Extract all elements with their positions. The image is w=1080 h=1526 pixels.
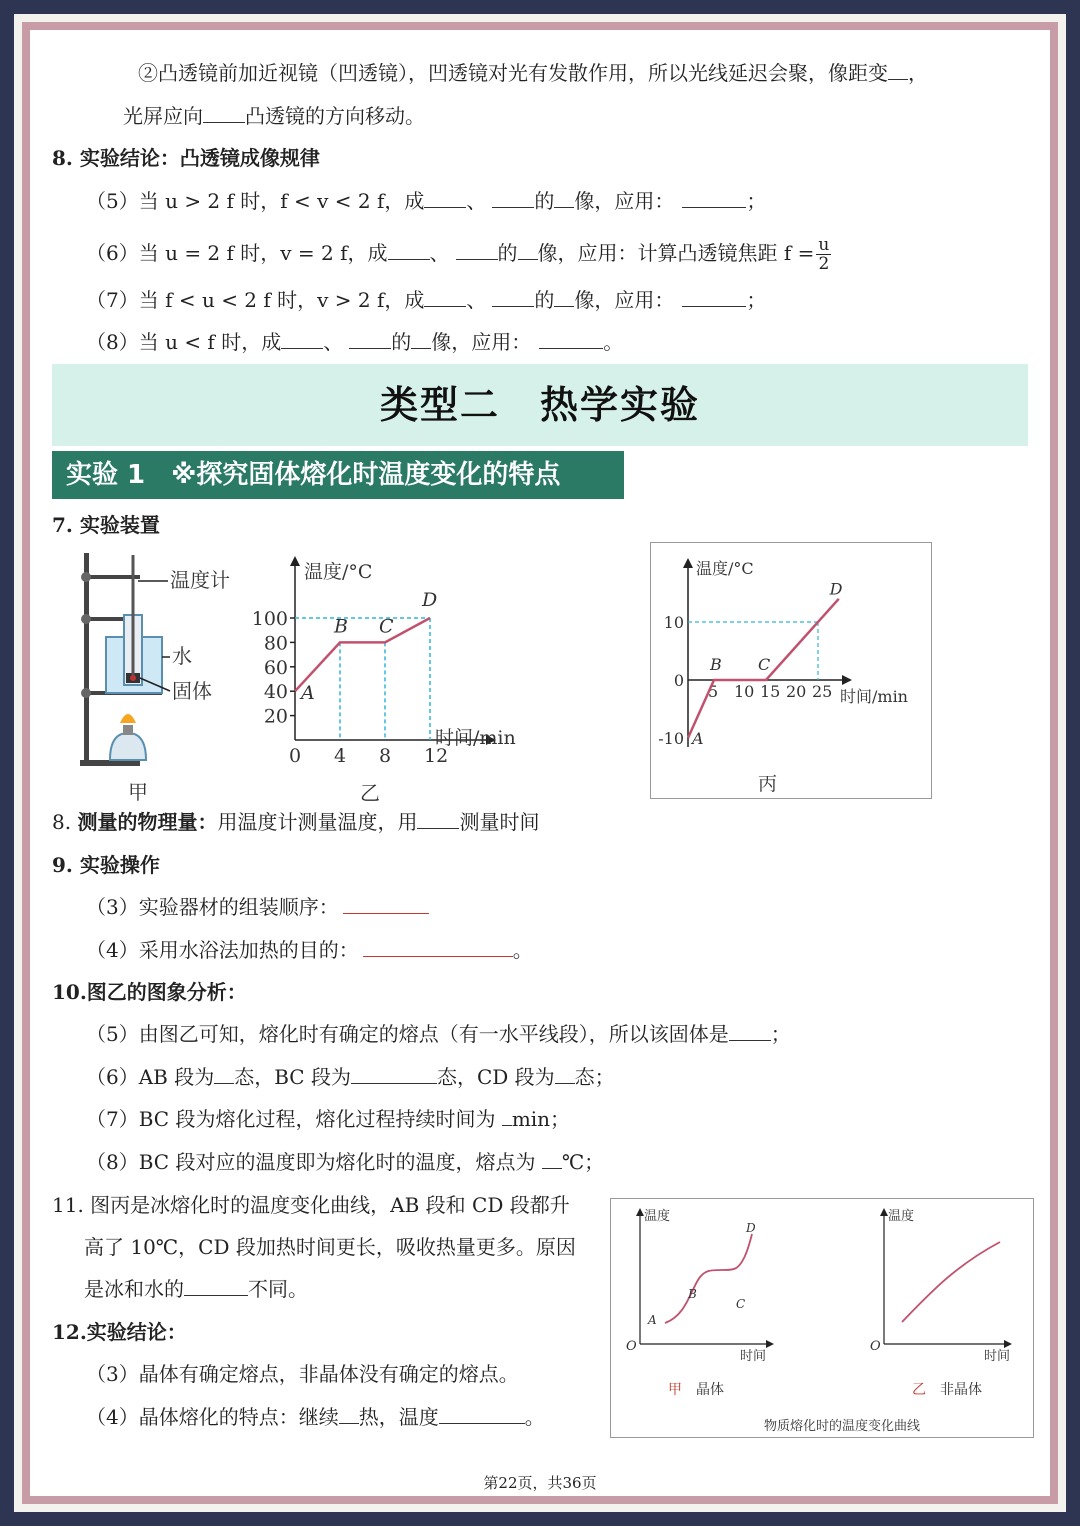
label-thermometer: 温度计 [170,568,230,592]
fraction [816,236,831,273]
s10-heading [52,979,247,1005]
y-tick-label: 60 [263,656,288,679]
blank [203,104,245,123]
s7-heading [52,512,160,538]
melting-curves-figure [610,1198,1034,1438]
heading-text: 实验装置 [79,513,160,537]
left-caption-num: 甲 [668,1382,682,1398]
right-caption-name: 非晶体 [940,1382,982,1398]
fraction-denominator: 2 [818,254,830,274]
blank [682,189,746,208]
label-water: 水 [172,644,192,668]
item-text: （6）AB 段为 [86,1065,215,1089]
lens-line2-pre: 光屏应向 [123,104,203,128]
item-text: （3）实验器材的组装顺序： [86,895,339,919]
lens-line1-end: ， [908,61,928,85]
point-label: D [422,589,438,611]
right-y-label: 温度 [888,1209,915,1224]
s9-heading [52,852,160,878]
item-text: 不同。 [248,1277,308,1301]
heading-text: 实验操作 [79,853,160,877]
y-tick-label: 40 [263,681,288,704]
blank [542,1150,562,1169]
item-end: ； [746,189,767,213]
item-text: （5）当 u > 2 f 时，f < v < 2 f，成 [86,189,425,213]
item-text: （7）BC 段为熔化过程，熔化过程持续时间为 [86,1107,502,1131]
lens-line2-post: 凸透镜的方向移动。 [245,104,425,128]
blank [388,241,430,260]
item-end: 。 [603,330,624,354]
s9-item-4 [86,937,533,963]
item-de: 的 [534,288,555,312]
blank [554,189,574,208]
lens-item-7 [86,287,766,313]
apparatus-figure [70,545,260,805]
right-caption-num: 乙 [912,1382,926,1398]
s10-item-8 [86,1149,604,1175]
blank [554,288,574,307]
chart-yi [251,548,560,808]
item-text: min； [511,1107,571,1131]
amorphous-curve [902,1242,1000,1322]
item-text: （8）BC 段对应的温度即为熔化时的温度，熔点为 [86,1150,542,1174]
blank [518,241,538,260]
item-de: 的 [534,189,555,213]
y-axis-arrow [290,556,300,566]
y-tick-label: 20 [263,705,288,728]
lens-line1 [138,60,928,86]
blank [456,241,498,260]
blank [214,1065,234,1084]
blank [555,1065,575,1084]
point-label-b: B [688,1287,697,1301]
heading-text: 测量的物理量： [77,810,218,834]
item-xiang: 像，应用： [431,330,532,354]
y-axis-arrow [683,558,693,568]
x-axis-label: 时间/min [840,687,908,706]
item-text: （7）当 f < u < 2 f 时，v > 2 f，成 [86,288,425,312]
s8-line [52,809,539,835]
x-tick-label: 10 [734,682,755,701]
left-caption-name: 晶体 [696,1382,724,1398]
s12-item-4 [86,1404,545,1430]
blank [729,1022,771,1041]
x-tick-label: 8 [379,745,392,767]
document-page [30,30,1050,1496]
label-solid: 固体 [172,679,212,703]
item-de: 的 [391,330,412,354]
heading-number: 8. [52,810,72,834]
point-label: A [301,682,315,705]
blank [339,1405,359,1424]
point-label: B [334,615,348,638]
lens-line1-text: ②凸透镜前加近视镜（凹透镜），凹透镜对光有发散作用，所以光线延迟会聚，像距变 [138,61,888,85]
item-xiang: 像，应用： [574,189,675,213]
x-axis-label: 时间/min [435,727,516,749]
stand-rod [84,553,89,763]
blank [439,1405,525,1424]
heading-number: 8. [52,146,73,170]
point-label-a: A [648,1313,657,1327]
figure-caption: 物质熔化时的温度变化曲线 [764,1419,921,1434]
alcohol-lamp [110,733,146,760]
y-axis-label: 温度/°C [304,561,373,583]
y-tick-label: 0 [673,671,684,690]
blank [184,1277,248,1296]
right-origin: O [870,1339,881,1354]
flame [120,714,136,723]
clamp-knob [81,688,91,698]
item-text: 态； [574,1065,615,1089]
page-footer: 第22页，共36页 [483,1474,597,1492]
item-text: （5）由图乙可知，熔化时有确定的熔点（有一水平线段），所以该固体是 [86,1022,729,1046]
blank [363,938,513,957]
x-tick-label: 4 [334,745,347,767]
left-x-label: 时间 [740,1349,767,1364]
lens-heading [52,145,320,171]
caption-jia: 甲 [128,780,148,804]
item-xiang: 像，应用：计算凸透镜焦距 f = [537,241,815,265]
blank [539,330,603,349]
heading-number: 7. [52,513,73,537]
x-tick-label: 5 [708,682,719,701]
s11-line2: 高了 10℃，CD 段加热时间更长，吸收热量更多。原因 [84,1235,576,1259]
x-tick-label: 12 [424,745,449,767]
y-tick-label: 100 [251,608,288,630]
blank [424,288,466,307]
item-sep: 、 [429,241,450,265]
s10-item-7 [86,1106,570,1132]
heading-number: 12. [52,1320,87,1344]
item-sep: 、 [323,330,344,354]
y-axis-arrow [636,1208,644,1216]
caption-bing: 丙 [758,773,778,795]
point-label-c: C [736,1297,746,1311]
point-label-d: D [746,1221,756,1235]
point-label: C [758,655,771,674]
blank [492,189,534,208]
s12-item-3: （3）晶体有确定熔点，非晶体没有确定的熔点。 [86,1362,519,1386]
left-y-label: 温度 [644,1209,671,1224]
lamp-wick [123,725,133,735]
point-label: D [829,579,843,599]
heading-number: 9. [52,853,73,877]
s10-item-5 [86,1021,791,1047]
blank [502,1107,512,1126]
x-tick-label: 25 [812,682,833,701]
item-text: （8）当 u < f 时，成 [86,330,282,354]
lens-line2 [123,103,425,129]
blank [411,330,431,349]
chart-bing [650,542,932,799]
item-sep: 、 [466,288,487,312]
item-text: ℃； [561,1150,605,1174]
type-title: 类型二 热学实验 [379,383,700,427]
y-tick-label: 80 [263,632,288,655]
item-xiang: 像，应用： [574,288,675,312]
y-tick-label: -10 [658,729,684,748]
blank [424,189,466,208]
y-tick-label: 10 [663,613,684,632]
x-axis-arrow [1004,1340,1012,1348]
lens-item-6 [86,236,831,273]
point-label: C [379,615,394,638]
item-end: ； [770,1022,791,1046]
blank [349,330,391,349]
right-x-label: 时间 [984,1349,1011,1364]
s8-text: 用温度计测量温度，用 [217,810,418,834]
x-tick-label: 15 [760,682,781,701]
y-axis-label: 温度/°C [696,559,754,578]
x-tick-label: 20 [786,682,807,701]
heading-text: 图乙的图象分析： [86,980,247,1004]
item-end: 。 [524,1405,545,1429]
s11-line1: 11. 图丙是冰熔化时的温度变化曲线，AB 段和 CD 段都升 [52,1193,570,1217]
s12-heading [52,1319,187,1345]
item-text: 态，BC 段为 [234,1065,351,1089]
item-end: ； [746,288,767,312]
lens-item-5 [86,188,766,214]
item-sep: 、 [466,189,487,213]
heading-text: 实验结论：凸透镜成像规律 [79,146,320,170]
item-de: 的 [497,241,518,265]
x-axis-arrow [766,1340,774,1348]
blank [492,288,534,307]
blank [682,288,746,307]
item-text: （4）采用水浴法加热的目的： [86,938,359,962]
blank [888,61,908,80]
s11-line3 [84,1276,308,1302]
type-banner [52,364,1028,446]
point-label: A [692,729,704,748]
left-origin: O [626,1339,637,1354]
item-text: 是冰和水的 [84,1277,184,1301]
caption-yi: 乙 [360,781,380,805]
y-axis-arrow [880,1208,888,1216]
thermometer-bulb [130,675,136,681]
clamp-knob [81,572,91,582]
heading-number: 10. [52,980,87,1004]
blank [281,330,323,349]
experiment-banner [52,451,624,499]
item-end: 。 [512,938,533,962]
x-tick-label: 0 [289,745,302,767]
fraction-numerator: u [818,235,830,255]
s10-item-6 [86,1064,615,1090]
blank [351,1065,437,1084]
point-label: B [710,655,722,674]
item-text: （6）当 u = 2 f 时，v = 2 f，成 [86,241,388,265]
blank [343,895,429,914]
blank [417,810,459,829]
s8-end: 测量时间 [459,810,540,834]
x-axis-arrow [842,675,852,685]
s9-item-3 [86,894,429,920]
item-text: 热，温度 [358,1405,439,1429]
item-text: 态，CD 段为 [436,1065,555,1089]
lens-item-8 [86,329,623,355]
clamp-knob [81,614,91,624]
experiment-title: 实验 1 ※探究固体熔化时温度变化的特点 [66,460,561,490]
series-line [295,618,430,691]
heading-text: 实验结论： [86,1320,187,1344]
item-text: （4）晶体熔化的特点：继续 [86,1405,339,1429]
